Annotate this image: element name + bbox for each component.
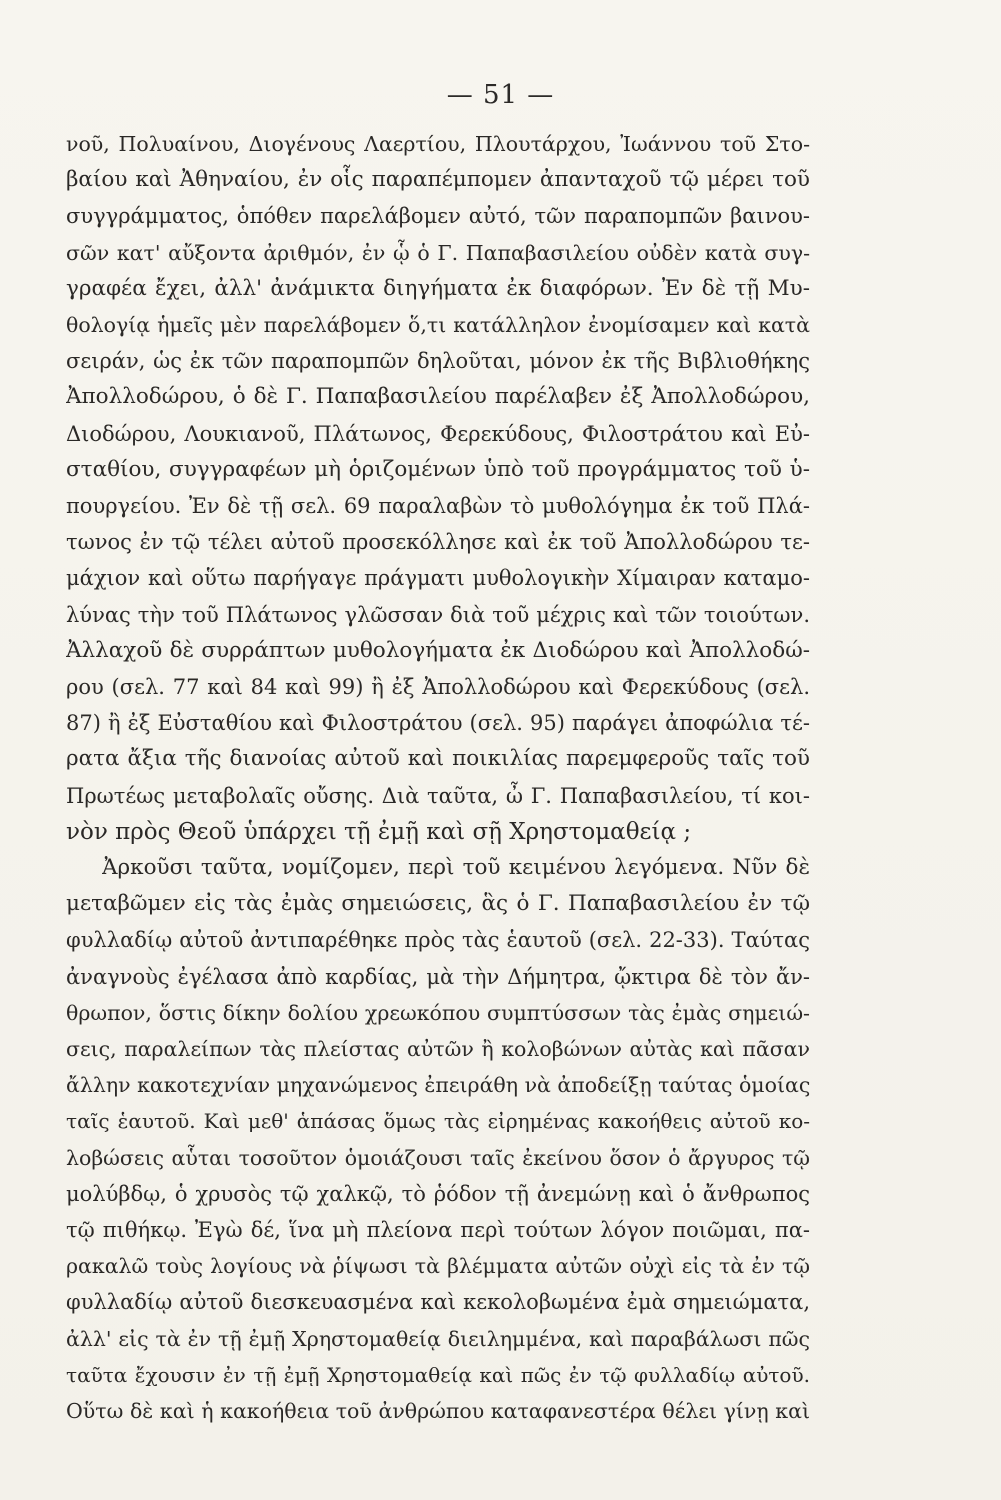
text-line: συγγράμματος, ὁπόθεν παρελάβομεν αὐτό, τῶν παραπομπῶν βαινου- — [66, 204, 810, 229]
text-line: ἀλλ' εἰς τὰ ἐν τῇ ἐμῇ Χρηστομαθείᾳ διειλημμένα, καὶ παραβάλωσι πῶς — [66, 1326, 810, 1351]
text-line: Ἀπολλοδώρου, ὁ δὲ Γ. Παπαβασιλείου παρέλαβεν ἐξ Ἀπολλοδώρου, — [66, 384, 810, 410]
text-line: τῷ πιθήκῳ. Ἐγὼ δέ, ἵνα μὴ πλείονα περὶ τούτων λόγον ποιῶμαι, πα- — [66, 1218, 810, 1242]
text-line: μάχιον καὶ οὕτω παρήγαγε πράγματι μυθολογικὴν Χίμαιραν καταμο- — [66, 566, 810, 591]
text-line: ρακαλῶ τοὺς λογίους νὰ ῥίψωσι τὰ βλέμματα αὐτῶν οὐχὶ εἰς τὰ ἐν τῷ — [66, 1254, 810, 1279]
text-line: σῶν κατ' αὔξοντα ἀριθμόν, ἐν ᾧ ὁ Γ. Παπαβασιλείου οὐδὲν κατὰ συγ- — [66, 240, 810, 265]
text-line: ἀναγνοὺς ἐγέλασα ἀπὸ καρδίας, μὰ τὴν Δήμητρα, ᾤκτιρα δὲ τὸν ἄν- — [66, 964, 810, 989]
text-line: νοῦ, Πολυαίνου, Διογένους Λαερτίου, Πλουτάρχου, Ἰωάννου τοῦ Στο- — [66, 132, 810, 156]
text-line: θολογίᾳ ἡμεῖς μὲν παρελάβομεν ὅ,τι κατάλληλον ἐνομίσαμεν καὶ κατὰ — [66, 313, 810, 337]
text-line: Πρωτέως μεταβολαῖς οὔσης. Διὰ ταῦτα, ὦ Γ. Παπαβασιλείου, τί κοι- — [66, 783, 810, 808]
text-line: ἄλλην κακοτεχνίαν μηχανώμενος ἐπειράθη νὰ ἀποδείξῃ ταύτας ὁμοίας — [66, 1073, 810, 1098]
text-line: μεταβῶμεν εἰς τὰς ἐμὰς σημειώσεις, ἃς ὁ Γ. Παπαβασιλείου ἐν τῷ — [66, 891, 810, 917]
text-line: τωνος ἐν τῷ τέλει αὐτοῦ προσεκόλλησε καὶ ἐκ τοῦ Ἀπολλοδώρου τε- — [66, 530, 810, 555]
text-line: φυλλαδίῳ αὐτοῦ ἀντιπαρέθηκε πρὸς τὰς ἑαυτοῦ (σελ. 22-33). Ταύτας — [66, 928, 810, 953]
text-line: φυλλαδίῳ αὐτοῦ διεσκευασμένα καὶ κεκολοβωμένα ἐμὰ σημειώματα, — [66, 1290, 810, 1315]
text-line: νὸν πρὸς Θεοῦ ὑπάρχει τῇ ἐμῇ καὶ σῇ Χρηστομαθείᾳ ; — [66, 818, 692, 845]
text-line: μολύβδῳ, ὁ χρυσὸς τῷ χαλκῷ, τὸ ῥόδον τῇ ἀνεμώνῃ καὶ ὁ ἄνθρωπος — [66, 1181, 810, 1206]
text-line: Ἀλλαχοῦ δὲ συρράπτων μυθολογήματα ἐκ Διοδώρου καὶ Ἀπολλοδώ- — [66, 637, 810, 663]
text-line: γραφέα ἔχει, ἀλλ' ἀνάμικτα διηγήματα ἐκ διαφόρων. Ἐν δὲ τῇ Μυ- — [66, 275, 810, 301]
text-line: ταῖς ἑαυτοῦ. Καὶ μεθ' ἁπάσας ὅμως τὰς εἰρημένας κακοήθεις αὐτοῦ κο- — [66, 1109, 810, 1134]
text-line: λύνας τὴν τοῦ Πλάτωνος γλῶσσαν διὰ τοῦ μέχρις καὶ τῶν τοιούτων. — [66, 602, 810, 627]
text-line: πουργείου. Ἐν δὲ τῇ σελ. 69 παραλαβὼν τὸ μυθολόγημα ἐκ τοῦ Πλά- — [66, 494, 810, 518]
text-line: σειράν, ὡς ἐκ τῶν παραπομπῶν δηλοῦται, μόνον ἐκ τῆς Βιβλιοθήκης — [66, 349, 810, 374]
text-line: ρου (σελ. 77 καὶ 84 καὶ 99) ἢ ἐξ Ἀπολλοδώρου καὶ Φερεκύδους (σελ. — [66, 675, 810, 699]
text-line: βαίου καὶ Ἀθηναίου, ἐν οἷς παραπέμπομεν ἀπανταχοῦ τῷ μέρει τοῦ — [66, 167, 810, 193]
text-line: σταθίου, συγγραφέων μὴ ὁριζομένων ὑπὸ τοῦ προγράμματος τοῦ ὑ- — [66, 456, 810, 482]
text-line: σεις, παραλείπων τὰς πλείστας αὐτῶν ἢ κολοβώνων αὐτὰς καὶ πᾶσαν — [66, 1037, 810, 1061]
text-line: Ἀρκοῦσι ταῦτα, νομίζομεν, περὶ τοῦ κειμένου λεγόμενα. Νῦν δὲ — [102, 855, 810, 880]
text-line: Οὕτω δὲ καὶ ἡ κακοήθεια τοῦ ἀνθρώπου καταφανεστέρα θέλει γίνῃ καὶ — [66, 1399, 810, 1423]
text-line: 87) ἢ ἐξ Εὐσταθίου καὶ Φιλοστράτου (σελ. 95) παράγει ἀποφώλια τέ- — [66, 711, 810, 736]
text-line: ρατα ἄξια τῆς διανοίας αὐτοῦ καὶ ποικιλίας παρεμφεροῦς ταῖς τοῦ — [66, 746, 810, 772]
text-line: λοβώσεις αὗται τοσοῦτον ὁμοιάζουσι ταῖς ἐκείνου ὅσον ὁ ἄργυρος τῷ — [66, 1145, 810, 1170]
text-line: Διοδώρου, Λουκιανοῦ, Πλάτωνος, Φερεκύδους, Φιλοστράτου καὶ Εὐ- — [66, 421, 810, 446]
page-number: — 51 — — [446, 80, 555, 110]
text-line: ταῦτα ἔχουσιν ἐν τῇ ἐμῇ Χρηστομαθείᾳ καὶ πῶς ἐν τῷ φυλλαδίῳ αὐτοῦ. — [66, 1362, 810, 1387]
text-line: θρωπον, ὅστις δίκην δολίου χρεωκόπου συμπτύσσων τὰς ἐμὰς σημειώ- — [66, 1000, 810, 1025]
